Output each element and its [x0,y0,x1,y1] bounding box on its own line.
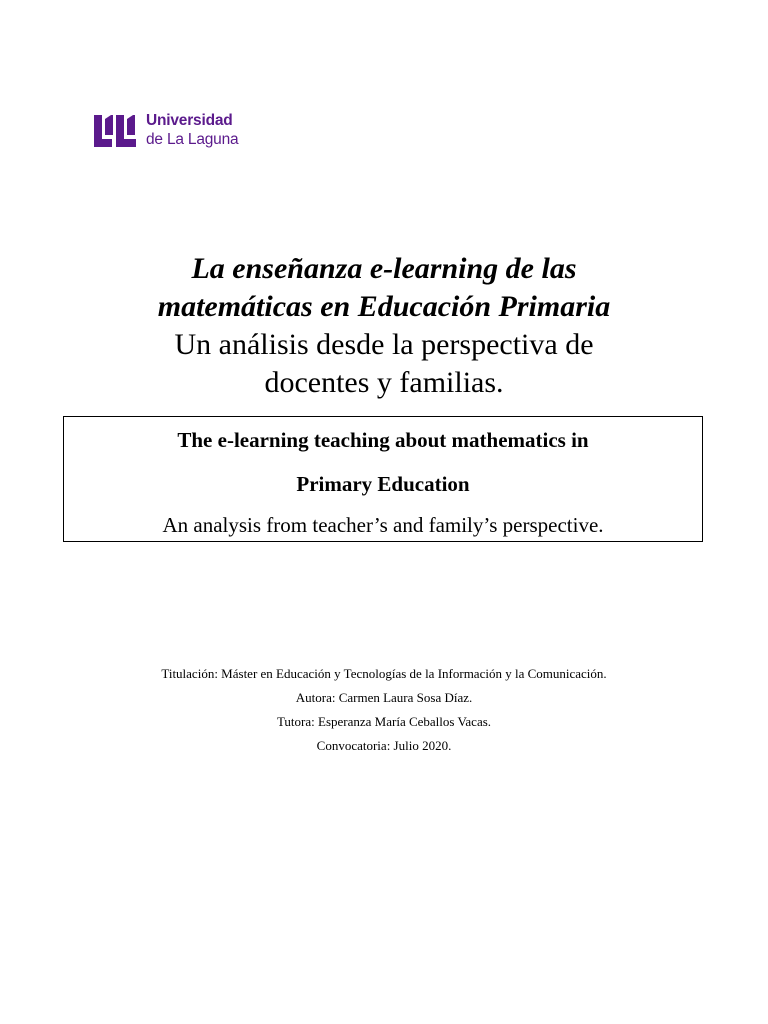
university-logo [92,111,238,149]
meta-autora: Autora: Carmen Laura Sosa Díaz. [295,690,473,705]
logo-line-2: de La Laguna [146,131,239,148]
title-line-2: matemáticas en Educación Primaria [157,290,611,323]
logo-line-1: Universidad [146,112,233,129]
meta-titulacion: Titulación: Máster en Educación y Tecnologías de la Información y la Comunicación. [161,666,607,681]
english-title-line-2: Primary Education [296,472,470,496]
title-line-1: La enseñanza e-learning de las [191,252,577,285]
subtitle-line-1: Un análisis desde la perspectiva de [174,328,594,361]
meta-tutora: Tutora: Esperanza María Ceballos Vacas. [276,714,492,729]
english-subtitle: An analysis from teacher’s and family’s perspective. [162,513,604,537]
english-title-line-1: The e-learning teaching about mathematics in [177,428,589,452]
metadata-block [0,666,768,762]
logo-text [146,111,238,149]
spanish-title-block [0,250,768,402]
english-title-box [63,416,703,542]
subtitle-line-2: docentes y familias. [264,366,504,399]
meta-convocatoria: Convocatoria: Julio 2020. [316,738,452,753]
ull-logo-mark-icon [92,113,138,147]
